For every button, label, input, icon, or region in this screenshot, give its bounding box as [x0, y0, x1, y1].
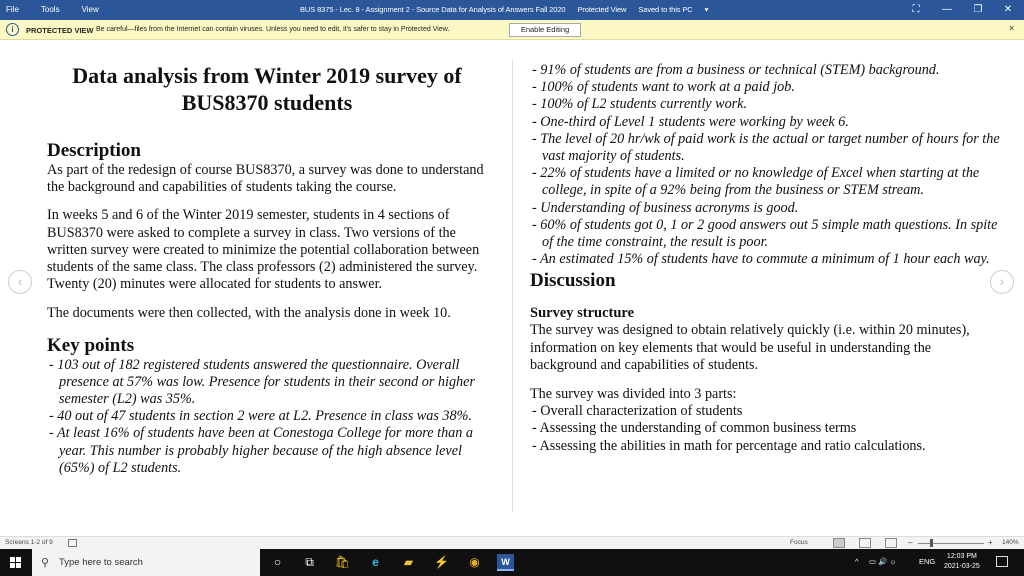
list-item: - Understanding of business acronyms is good.	[532, 199, 799, 216]
edge-icon[interactable]: e	[372, 555, 379, 569]
list-item: - Assessing the abilities in math for percentage and ratio calculations.	[532, 437, 926, 454]
list-item: - Assessing the understanding of common business terms	[532, 420, 857, 437]
right-column	[530, 62, 1000, 455]
menu-view[interactable]: View	[81, 5, 99, 14]
app-icon[interactable]: ⚡	[434, 555, 449, 569]
view-mode-label: Protected View	[577, 5, 627, 14]
page-title: Data analysis from Winter 2019 survey of BUS8370 students	[72, 63, 462, 115]
list-item: - At least 16% of students have been at Conestoga College for more than a year. This number is probably higher because of the high absence level (65%) of L2 students.	[49, 425, 473, 476]
zoom-out-button[interactable]: –	[908, 538, 913, 547]
clock[interactable]	[944, 552, 980, 572]
menu-file[interactable]: File	[6, 5, 19, 14]
previous-screen-icon[interactable]: ‹	[8, 270, 32, 294]
menu-tools[interactable]: Tools	[40, 5, 60, 14]
list-item: - Overall characterization of students	[532, 403, 743, 420]
save-status[interactable]	[638, 5, 718, 14]
list-item: - 100% of students want to work at a paid job.	[532, 79, 795, 96]
search-placeholder: Type here to search	[59, 557, 143, 568]
column-divider	[512, 60, 513, 512]
discussion-heading: Discussion	[530, 270, 616, 292]
zoom-level[interactable]: 140%	[1002, 539, 1019, 546]
list-item: - 103 out of 182 registered students answered the questionnaire. Overall presence at 57% was low. Presence for students in their second or higher semester (L2) was 35%.	[49, 356, 475, 408]
language-indicator[interactable]: ENG	[919, 557, 936, 566]
list-item: - 40 out of 47 students in section 2 were at L2. Presence in class was 38%.	[49, 408, 472, 425]
notification-icon[interactable]	[996, 556, 1008, 567]
minimize-button[interactable]: —	[942, 4, 952, 15]
reading-mode-icon[interactable]: ⛶	[912, 4, 920, 15]
enable-editing-button[interactable]: Enable Editing	[509, 23, 581, 37]
cortana-icon[interactable]: ○	[273, 555, 282, 569]
list-item: - 22% of students have a limited or no knowledge of Excel when starting at the college, in spite of a 92% being from the business or STEM stream.	[532, 165, 980, 199]
description-paragraph-2: In weeks 5 and 6 of the Winter 2019 semester, students in 4 sections of BUS8370 were asked to complete a survey in class. Two versions of the written survey were created to minimize the potential collaboration between students of the same class. The class professors (2) administered the survey. Twenty (20) minutes were allocated for students to answer.	[47, 207, 480, 293]
list-item: - 91% of students are from a business or technical (STEM) background.	[532, 62, 940, 78]
document-name: BUS 8375 - Lec. 8 - Assignment 2 - Source Data for Analysis of Answers Fall 2020	[300, 5, 566, 14]
zoom-in-button[interactable]: +	[988, 538, 993, 547]
list-item: - 60% of students got 0, 1 or 2 good answers out 5 simple math questions. In spite of the time constraint, the result is poor.	[532, 216, 998, 251]
status-bar	[0, 536, 1024, 549]
chevron-down-icon: ▾	[704, 5, 709, 14]
close-button[interactable]: ✕	[1003, 4, 1013, 15]
proofing-icon[interactable]	[68, 539, 77, 547]
title-bar	[0, 0, 1024, 20]
task-view-icon[interactable]: ⧉	[305, 555, 314, 569]
zoom-slider[interactable]	[918, 543, 984, 544]
chrome-icon[interactable]: ◉	[469, 555, 480, 569]
taskbar	[0, 549, 1024, 576]
left-column	[47, 62, 497, 477]
store-icon[interactable]: 🛍	[334, 555, 351, 569]
system-tray-icons[interactable]: ▭ 🔊 ☼	[869, 557, 897, 566]
description-paragraph-1: As part of the redesign of course BUS8370, a survey was done to understand the background and capabilities of students taking the course.	[47, 162, 484, 196]
print-layout-icon[interactable]	[859, 538, 871, 548]
list-item: - The level of 20 hr/wk of paid work is the actual or target number of hours for the vast majority of students.	[532, 130, 1000, 165]
document-view	[0, 40, 1024, 536]
protected-view-label: PROTECTED VIEW	[26, 26, 94, 35]
survey-structure-paragraph-1: The survey was designed to obtain relatively quickly (i.e. within 20 minutes), information on key elements that would be useful in understanding the background and capabilities of students.	[530, 322, 970, 373]
word-icon[interactable]: W	[497, 554, 514, 571]
list-item: - An estimated 15% of students have to commute a minimum of 1 hour each way.	[532, 251, 990, 268]
tray-overflow-icon[interactable]: ^	[855, 557, 859, 566]
close-icon[interactable]: ×	[1009, 23, 1015, 33]
key-points-heading: Key points	[47, 334, 135, 356]
zoom-slider-thumb[interactable]	[930, 539, 933, 547]
search-icon: ⚲	[41, 557, 50, 569]
description-paragraph-3: The documents were then collected, with the analysis done in week 10.	[47, 305, 451, 322]
taskbar-search[interactable]	[32, 549, 260, 576]
key-points-list	[47, 357, 497, 477]
windows-start-icon[interactable]	[10, 557, 21, 568]
focus-button[interactable]: Focus	[790, 539, 808, 546]
menu-bar	[6, 5, 121, 14]
restore-button[interactable]: ❐	[973, 4, 983, 15]
survey-structure-heading: Survey structure	[530, 305, 635, 322]
next-screen-icon[interactable]: ›	[990, 270, 1014, 294]
list-item: - One-third of Level 1 students were working by week 6.	[532, 113, 849, 130]
survey-structure-paragraph-2: The survey was divided into 3 parts:	[530, 386, 737, 403]
protected-view-message: Be careful—files from the Internet can contain viruses. Unless you need to edit, it's safer to stay in Protected View.	[96, 26, 450, 33]
protected-view-bar	[0, 20, 1024, 40]
save-status-label: Saved to this PC	[638, 5, 693, 14]
file-explorer-icon[interactable]: ▰	[403, 555, 414, 569]
survey-parts-list	[530, 403, 1000, 455]
web-layout-icon[interactable]	[885, 538, 897, 548]
read-mode-icon[interactable]	[833, 538, 845, 548]
description-heading: Description	[47, 140, 141, 161]
info-icon: i	[6, 23, 19, 36]
clock-date: 2021-03-25	[944, 563, 980, 570]
window-title	[300, 5, 728, 14]
clock-time: 12:03 PM	[946, 553, 977, 560]
key-points-list-continued	[530, 62, 1000, 268]
screen-count: Screens 1-2 of 9	[5, 539, 53, 546]
list-item: - 100% of L2 students currently work.	[532, 96, 748, 113]
